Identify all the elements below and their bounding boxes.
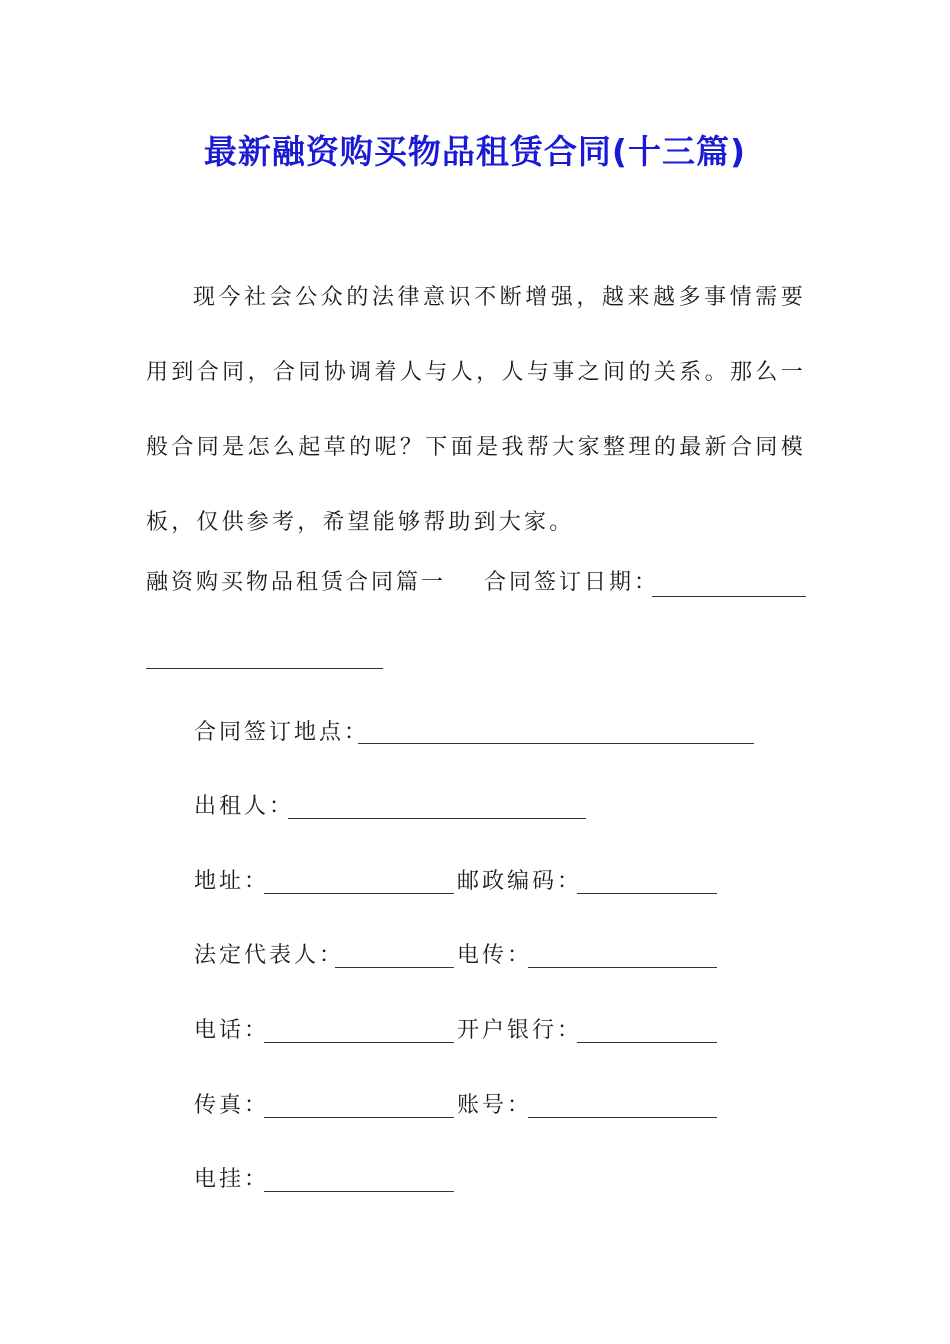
account-line [457,1091,532,1121]
lessor-label: 出租人： [194,794,295,819]
legal-rep-label: 法定代表人： [194,943,345,968]
account-blank [528,1116,717,1118]
phone-blank [264,1041,454,1043]
phone-label: 电话： [194,1018,270,1043]
bank-blank [577,1041,717,1043]
document-title: 最新融资购买物品租赁合同(十三篇) [203,132,747,171]
sign-place-line [194,718,369,748]
cable-line [194,1165,269,1195]
telegram-label: 电传： [457,943,533,968]
postcode-line [457,867,582,897]
fax-blank [264,1116,454,1118]
phone-line [194,1016,269,1046]
sign-date-blank-1 [652,595,806,597]
section-heading-line [146,568,446,598]
address-blank [264,892,454,894]
bank-label: 开户银行： [457,1018,583,1043]
section-heading: 融资购买物品租赁合同篇一 [146,570,447,595]
intro-paragraph: 现今社会公众的法律意识不断增强，越来越多事情需要用到合同，合同协调着人与人，人与事之间的关系。那么一般合同是怎么起草的呢？下面是我帮大家整理的最新合同模板，仅供参考，希望能够帮助到大家。 [146,285,806,535]
sign-date-line [484,568,659,598]
account-label: 账号： [457,1093,533,1118]
lessor-line [194,792,294,822]
sign-date-label: 合同签订日期： [484,570,660,595]
fax-label: 传真： [194,1093,270,1118]
sign-date-blank-2 [146,667,383,669]
telegram-line [457,941,532,971]
telegram-blank [528,966,717,968]
address-label: 地址： [194,869,270,894]
legal-rep-line [194,941,344,971]
postcode-blank [577,892,717,894]
legal-rep-blank [335,966,454,968]
cable-label: 电挂： [194,1167,270,1192]
cable-blank [264,1190,454,1192]
sign-place-label: 合同签订地点： [194,720,370,745]
bank-line [457,1016,582,1046]
postcode-label: 邮政编码： [457,869,583,894]
sign-place-blank [358,742,754,744]
fax-line [194,1091,269,1121]
address-line [194,867,269,897]
lessor-blank [288,817,586,819]
